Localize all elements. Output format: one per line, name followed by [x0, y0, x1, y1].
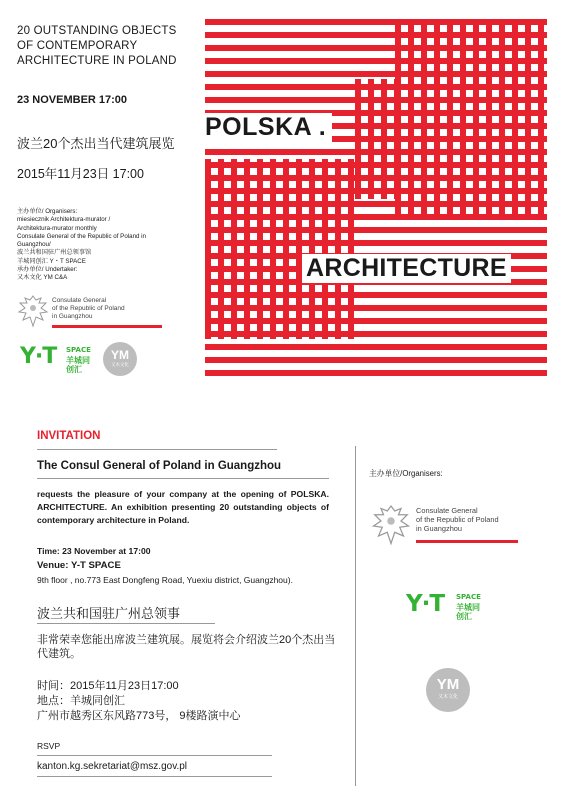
- vertical-stripe: [218, 159, 224, 339]
- vertical-stripe: [283, 159, 289, 339]
- horizontal-stripe: [205, 227, 547, 233]
- event-time: Time: 23 November at 17:00: [37, 546, 151, 556]
- rsvp-email-link[interactable]: kanton.kg.sekretariat@msz.gov.pl: [37, 761, 188, 772]
- divider: [37, 776, 272, 777]
- horizontal-stripe: [205, 84, 547, 90]
- vertical-stripe: [355, 79, 361, 199]
- vertical-stripe: [322, 159, 328, 339]
- eagle-emblem-icon: [17, 294, 49, 330]
- horizontal-stripe: [205, 201, 547, 207]
- vertical-stripe: [434, 19, 440, 219]
- vertical-stripe: [408, 19, 414, 219]
- event-info-zh: 时间：2015年11月23日17:00 地点：羊城同创汇 广州市越秀区东风路773号， 9楼路演中心: [37, 680, 241, 722]
- event-venue: Venue: Y-T SPACE: [37, 560, 121, 571]
- vertical-stripe: [394, 79, 400, 199]
- vertical-stripe: [473, 19, 479, 219]
- vertical-stripe: [348, 159, 354, 339]
- eagle-emblem-icon: [371, 503, 411, 549]
- horizontal-stripe: [205, 32, 547, 38]
- yt-space-logo: Y·T SPACE 羊城同创汇: [406, 591, 481, 621]
- ym-logo: YM 又木文化: [103, 342, 137, 376]
- horizontal-stripe: [205, 318, 547, 324]
- horizontal-stripe: [205, 19, 547, 25]
- consulate-logo-text: Consulate General of the Republic of Poland in Guangzhou: [52, 297, 125, 320]
- rsvp-label: RSVP: [37, 741, 61, 751]
- consul-name-zh: 波兰共和国驻广州总领事: [37, 606, 181, 621]
- vertical-stripe: [421, 19, 427, 219]
- divider: [37, 449, 277, 450]
- vertical-stripe: [335, 159, 341, 339]
- vertical-stripe: [257, 159, 263, 339]
- horizontal-stripe: [205, 240, 547, 246]
- horizontal-stripe: [205, 214, 547, 220]
- invitation-text-zh: 非常荣幸您能出席波兰建筑展。展览将会介绍波兰20个杰出当代建筑。: [37, 634, 336, 660]
- invitation-request-text: requests the pleasure of your company at the opening of POLSKA. ARCHITECTURE. An exhibition presenting 20 outstanding objects of contemporary architecture in Poland.: [37, 489, 329, 525]
- exhibition-title-zh: 波兰20个杰出当代建筑展览: [17, 136, 175, 151]
- vertical-stripe: [499, 19, 505, 219]
- vertical-stripe: [525, 19, 531, 219]
- vertical-stripe: [205, 159, 211, 339]
- invitation-heading: INVITATION: [37, 430, 101, 442]
- consulate-red-rule: [52, 325, 162, 328]
- poster-title-architecture: ARCHITECTURE: [302, 254, 511, 283]
- poster-title-polska: POLSKA .: [205, 113, 332, 142]
- vertical-stripe: [512, 19, 518, 219]
- horizontal-stripe: [205, 370, 547, 376]
- event-address: 9th floor , no.773 East Dongfeng Road, Yuexiu district, Guangzhou).: [37, 575, 293, 585]
- horizontal-stripe: [205, 58, 547, 64]
- vertical-stripe: [296, 159, 302, 339]
- horizontal-stripe: [205, 344, 547, 350]
- yt-space-logo: Y·T SPACE 羊城同创汇: [20, 344, 91, 374]
- organisers-label: 主办单位/Organisers:: [369, 469, 443, 478]
- vertical-stripe: [381, 79, 387, 199]
- horizontal-stripe: [205, 305, 547, 311]
- vertical-divider: [355, 446, 356, 786]
- horizontal-stripe: [205, 331, 547, 337]
- divider: [37, 755, 272, 756]
- horizontal-stripe: [205, 149, 547, 155]
- vertical-stripe: [309, 159, 315, 339]
- vertical-stripe: [244, 159, 250, 339]
- divider: [37, 478, 329, 479]
- vertical-stripe: [538, 19, 544, 219]
- consulate-red-rule: [416, 540, 518, 543]
- horizontal-stripe: [205, 188, 547, 194]
- ym-logo: YM 又木文化: [426, 668, 470, 712]
- red-stripe-pattern: [205, 19, 547, 381]
- exhibition-title-en: 20 OUTSTANDING OBJECTS OF CONTEMPORARY ARCHITECTURE IN POLAND: [17, 25, 177, 67]
- exhibition-date-en: 23 NOVEMBER 17:00: [17, 94, 128, 106]
- horizontal-stripe: [205, 71, 547, 77]
- consulate-logo-text: Consulate General of the Republic of Poland in Guangzhou: [416, 506, 499, 533]
- consul-name: The Consul General of Poland in Guangzhou: [37, 460, 282, 472]
- vertical-stripe: [231, 159, 237, 339]
- vertical-stripe: [270, 159, 276, 339]
- organisers-list: 主办单位/ Organisers: miesiecznik Architektura-murator / Architektura-murator monthly Consulate General of the Republic of Poland in Guangzhou/ 波兰共和国驻广州总领事馆 羊城同创汇 Y・T SPACE 承办单位/ Undertaker: 又木文化 YM C&A: [17, 208, 146, 282]
- horizontal-stripe: [205, 97, 547, 103]
- vertical-stripe: [368, 79, 374, 199]
- horizontal-stripe: [205, 357, 547, 363]
- divider: [37, 623, 215, 624]
- vertical-stripe: [486, 19, 492, 219]
- exhibition-date-zh: 2015年11月23日 17:00: [17, 167, 144, 181]
- horizontal-stripe: [205, 175, 547, 181]
- horizontal-stripe: [205, 45, 547, 51]
- vertical-stripe: [447, 19, 453, 219]
- vertical-stripe: [460, 19, 466, 219]
- poster-graphic: [205, 19, 547, 381]
- horizontal-stripe: [205, 292, 547, 298]
- horizontal-stripe: [205, 162, 547, 168]
